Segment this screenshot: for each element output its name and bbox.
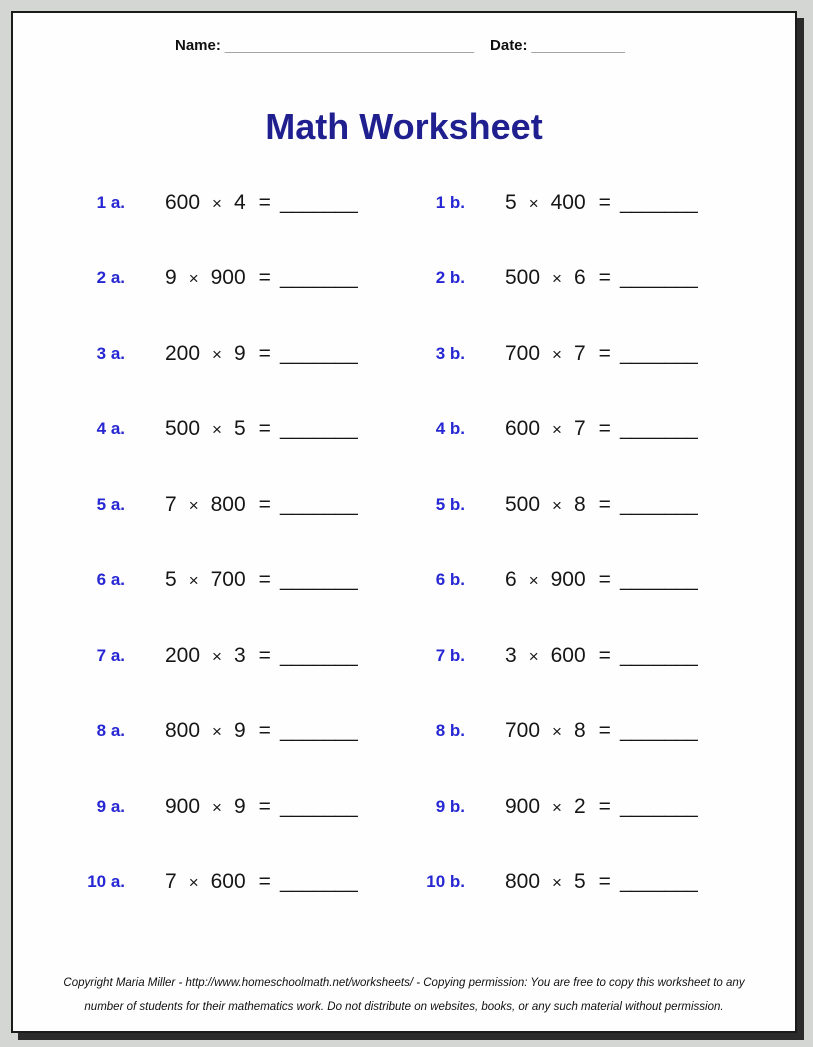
problem-label: 9 b.	[435, 796, 465, 816]
problem-label: 9 a.	[96, 796, 125, 816]
problem-6b	[413, 568, 753, 592]
problem-label: 3 a.	[96, 343, 125, 363]
answer-blank: _______	[619, 795, 698, 818]
problem-9a	[73, 795, 413, 819]
factor-2: 600	[550, 643, 586, 667]
answer-blank: _______	[279, 191, 358, 214]
factor-1: 700	[505, 719, 541, 743]
factor-2: 5	[233, 417, 246, 441]
equals-sign: =	[598, 643, 611, 667]
problem-1a	[73, 191, 413, 215]
factor-1: 500	[505, 492, 541, 516]
problem-7b	[413, 644, 753, 668]
answer-blank: _______	[279, 267, 358, 290]
problem-label: 4 a.	[96, 419, 125, 439]
factor-1: 900	[505, 794, 541, 818]
equals-sign: =	[258, 266, 271, 290]
problem-row	[13, 769, 795, 845]
answer-blank: _______	[279, 418, 358, 441]
equals-sign: =	[598, 341, 611, 365]
multiply-sign: ×	[212, 344, 222, 364]
problem-2b	[413, 266, 753, 290]
factor-1: 600	[165, 190, 201, 214]
answer-blank: _______	[279, 569, 358, 592]
factor-2: 8	[573, 719, 586, 743]
worksheet-page	[11, 11, 797, 1033]
problem-8a	[73, 719, 413, 743]
answer-blank: _______	[619, 871, 698, 894]
equals-sign: =	[258, 794, 271, 818]
equals-sign: =	[258, 643, 271, 667]
problem-label: 4 b.	[435, 419, 465, 439]
equals-sign: =	[598, 568, 611, 592]
answer-blank: _______	[279, 871, 358, 894]
problem-row	[13, 165, 795, 241]
factor-2: 5	[573, 870, 586, 894]
problem-label: 1 a.	[96, 192, 125, 212]
multiply-sign: ×	[188, 873, 199, 893]
factor-1: 500	[165, 417, 201, 441]
factor-2: 800	[210, 492, 246, 516]
name-date-line	[175, 37, 625, 54]
factor-1: 5	[505, 190, 517, 214]
equals-sign: =	[598, 417, 611, 441]
equals-sign: =	[598, 794, 611, 818]
equals-sign: =	[598, 190, 611, 214]
answer-blank: _______	[279, 493, 358, 516]
multiply-sign: ×	[552, 269, 562, 289]
problem-3b	[413, 342, 753, 366]
multiply-sign: ×	[212, 193, 222, 213]
factor-1: 9	[165, 266, 177, 290]
answer-blank: _______	[279, 720, 358, 743]
name-blank-line: ________________________________	[224, 37, 475, 53]
multiply-sign: ×	[528, 646, 539, 666]
factor-2: 2	[573, 794, 586, 818]
multiply-sign: ×	[188, 571, 199, 591]
factor-1: 7	[165, 870, 177, 894]
copyright-footer	[13, 971, 795, 1019]
equals-sign: =	[258, 190, 271, 214]
factor-1: 800	[165, 719, 201, 743]
factor-1: 7	[165, 492, 177, 516]
equals-sign: =	[598, 870, 611, 894]
problem-row	[13, 694, 795, 770]
problem-label: 2 b.	[435, 268, 465, 288]
factor-2: 7	[573, 417, 586, 441]
factor-2: 400	[550, 190, 586, 214]
problem-grid	[13, 165, 795, 920]
problem-4a	[73, 417, 413, 441]
equals-sign: =	[258, 870, 271, 894]
equals-sign: =	[258, 492, 271, 516]
answer-blank: _______	[279, 342, 358, 365]
problem-5b	[413, 493, 753, 517]
problem-label: 8 b.	[435, 721, 465, 741]
multiply-sign: ×	[528, 571, 539, 591]
factor-2: 9	[233, 341, 246, 365]
problem-1b	[413, 191, 753, 215]
factor-1: 500	[505, 266, 541, 290]
answer-blank: _______	[279, 644, 358, 667]
factor-2: 8	[573, 492, 586, 516]
problem-row	[13, 241, 795, 317]
answer-blank: _______	[279, 795, 358, 818]
answer-blank: _______	[619, 644, 698, 667]
factor-1: 200	[165, 341, 201, 365]
factor-2: 600	[210, 870, 246, 894]
problem-label: 10 b.	[426, 872, 465, 892]
factor-1: 200	[165, 643, 201, 667]
problem-8b	[413, 719, 753, 743]
answer-blank: _______	[619, 493, 698, 516]
multiply-sign: ×	[212, 420, 222, 440]
answer-blank: _______	[619, 267, 698, 290]
factor-1: 5	[165, 568, 177, 592]
problem-4b	[413, 417, 753, 441]
copyright-line-1: Copyright Maria Miller - http://www.homeschoolmath.net/worksheets/ - Copying permission: You are free to copy this worksheet to any	[63, 976, 745, 989]
problem-label: 6 b.	[435, 570, 465, 590]
problem-label: 1 b.	[435, 192, 465, 212]
answer-blank: _______	[619, 418, 698, 441]
problem-label: 2 a.	[96, 268, 125, 288]
problem-label: 5 b.	[435, 494, 465, 514]
multiply-sign: ×	[212, 722, 222, 742]
factor-2: 3	[233, 643, 246, 667]
problem-10a	[73, 870, 413, 894]
name-label: Name:	[175, 37, 221, 54]
problem-9b	[413, 795, 753, 819]
problem-label: 10 a.	[87, 872, 125, 892]
answer-blank: _______	[619, 720, 698, 743]
factor-2: 900	[210, 266, 246, 290]
problem-row	[13, 845, 795, 921]
multiply-sign: ×	[188, 495, 199, 515]
equals-sign: =	[258, 568, 271, 592]
problem-5a	[73, 493, 413, 517]
problem-row	[13, 467, 795, 543]
multiply-sign: ×	[552, 344, 562, 364]
multiply-sign: ×	[552, 797, 562, 817]
multiply-sign: ×	[212, 797, 222, 817]
answer-blank: _______	[619, 569, 698, 592]
problem-10b	[413, 870, 753, 894]
problem-label: 7 a.	[96, 645, 125, 665]
factor-2: 700	[210, 568, 246, 592]
multiply-sign: ×	[552, 420, 562, 440]
problem-row	[13, 392, 795, 468]
problem-7a	[73, 644, 413, 668]
problem-3a	[73, 342, 413, 366]
multiply-sign: ×	[552, 873, 562, 893]
equals-sign: =	[598, 492, 611, 516]
problem-6a	[73, 568, 413, 592]
multiply-sign: ×	[552, 495, 562, 515]
problem-label: 6 a.	[96, 570, 125, 590]
factor-1: 800	[505, 870, 541, 894]
factor-1: 6	[505, 568, 517, 592]
multiply-sign: ×	[188, 269, 199, 289]
factor-2: 900	[550, 568, 586, 592]
factor-2: 4	[233, 190, 246, 214]
factor-1: 700	[505, 341, 541, 365]
answer-blank: _______	[619, 191, 698, 214]
factor-1: 900	[165, 794, 201, 818]
equals-sign: =	[598, 719, 611, 743]
equals-sign: =	[598, 266, 611, 290]
multiply-sign: ×	[212, 646, 222, 666]
equals-sign: =	[258, 341, 271, 365]
page-title: Math Worksheet	[265, 106, 543, 147]
equals-sign: =	[258, 417, 271, 441]
problem-row	[13, 543, 795, 619]
problem-label: 8 a.	[96, 721, 125, 741]
factor-1: 3	[505, 643, 517, 667]
factor-1: 600	[505, 417, 541, 441]
date-label: Date:	[490, 37, 528, 54]
problem-row	[13, 316, 795, 392]
factor-2: 6	[573, 266, 586, 290]
answer-blank: _______	[619, 342, 698, 365]
copyright-line-2: number of students for their mathematics work. Do not distribute on websites, books, or any such material without permission.	[84, 1000, 724, 1013]
factor-2: 9	[233, 794, 246, 818]
problem-label: 7 b.	[435, 645, 465, 665]
factor-2: 9	[233, 719, 246, 743]
problem-label: 3 b.	[435, 343, 465, 363]
multiply-sign: ×	[528, 193, 539, 213]
problem-2a	[73, 266, 413, 290]
date-blank-line: ____________	[531, 37, 625, 53]
equals-sign: =	[258, 719, 271, 743]
factor-2: 7	[573, 341, 586, 365]
multiply-sign: ×	[552, 722, 562, 742]
problem-label: 5 a.	[96, 494, 125, 514]
problem-row	[13, 618, 795, 694]
